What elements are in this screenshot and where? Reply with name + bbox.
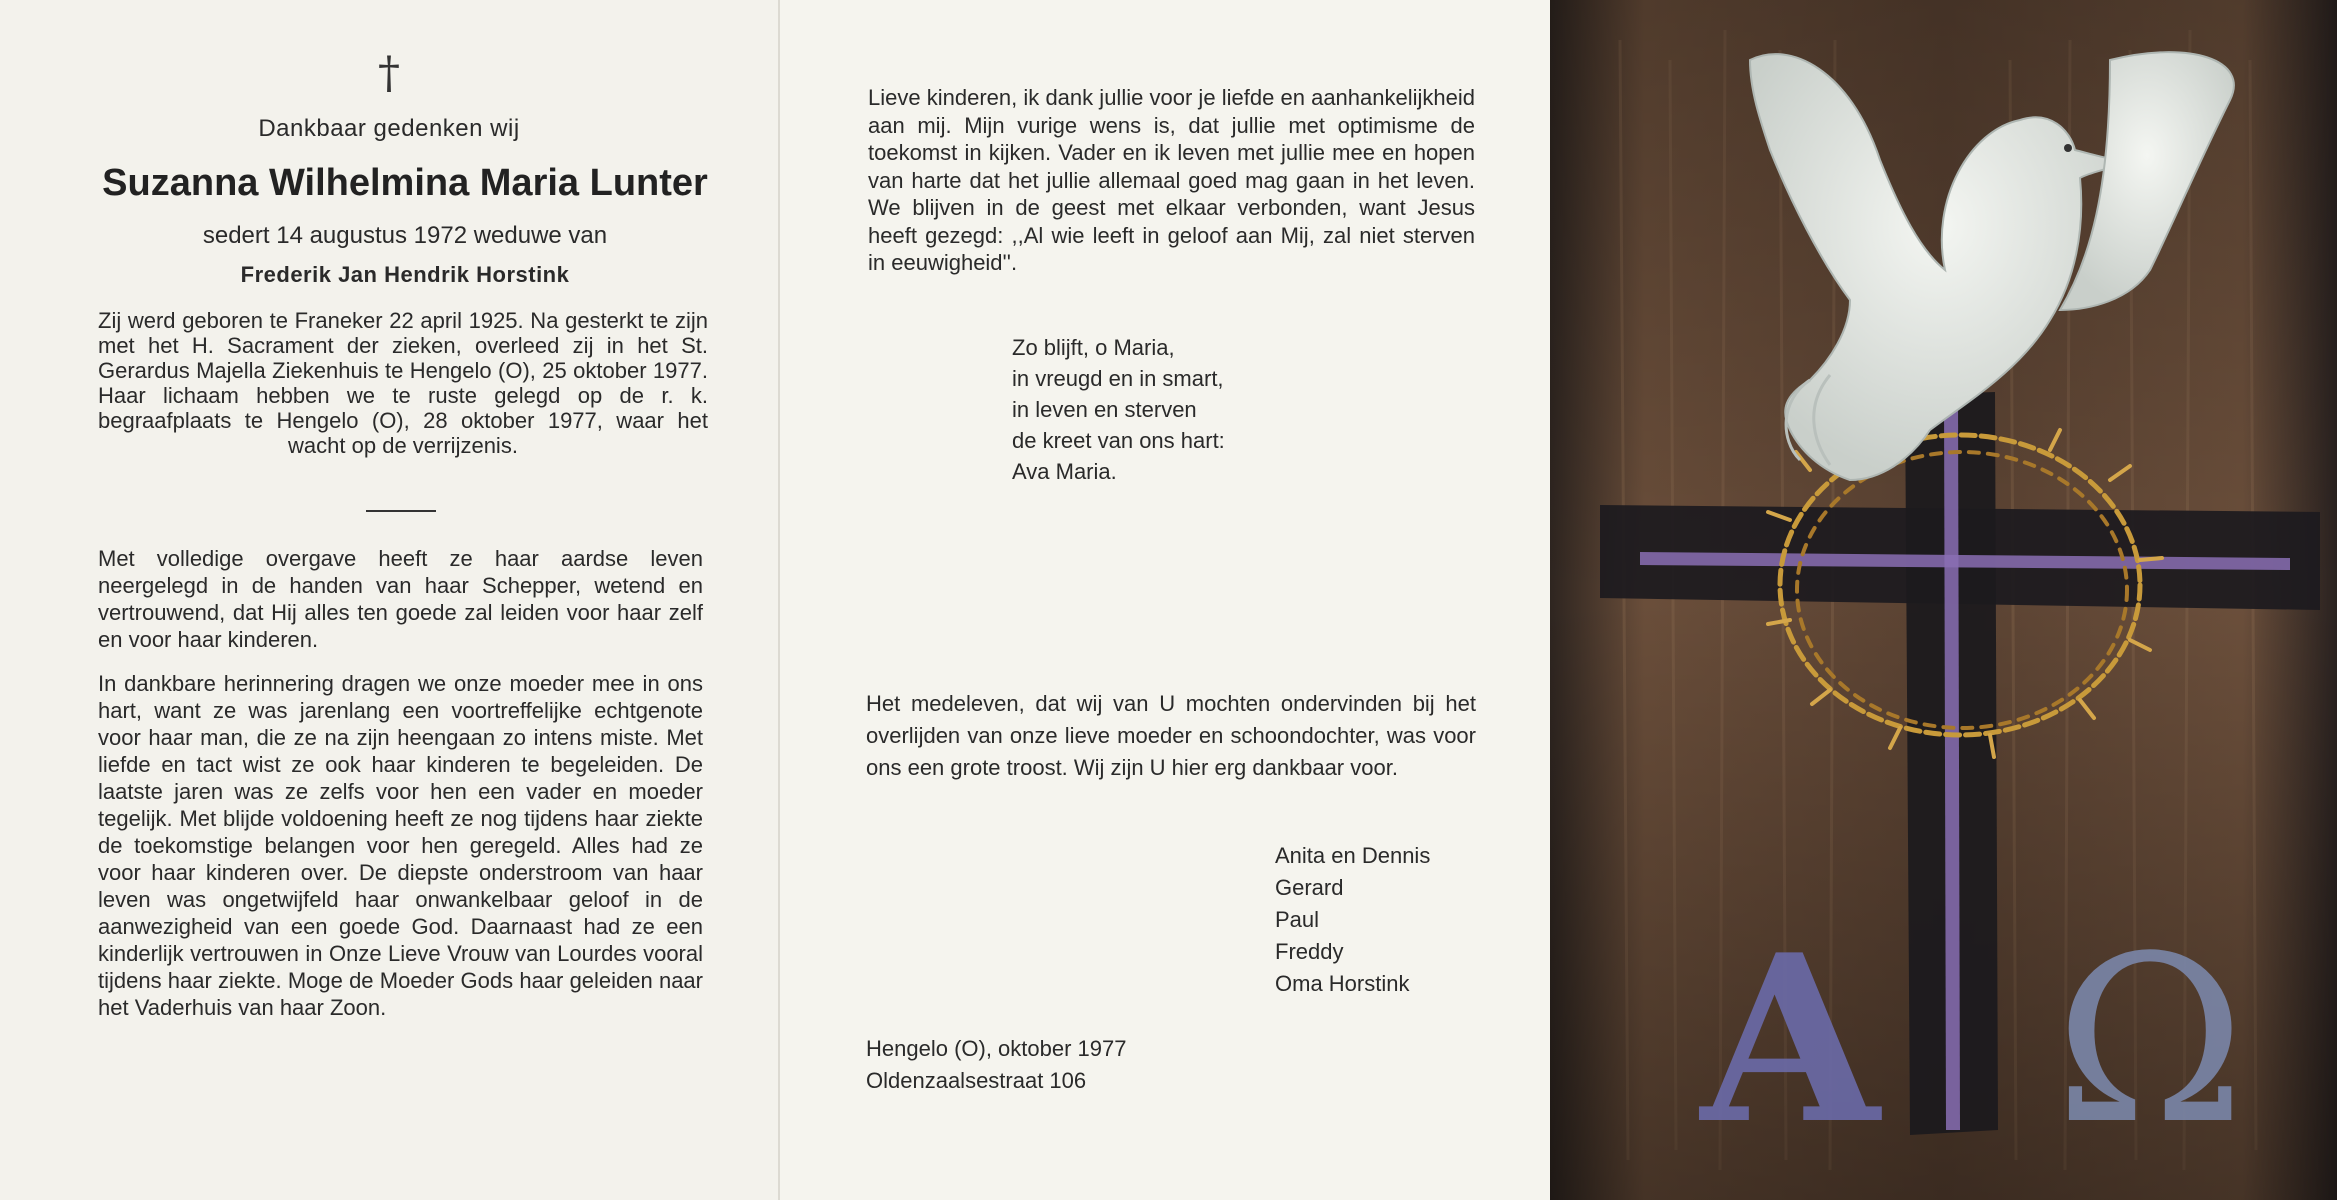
poem: [1012, 332, 1225, 487]
intro-text: Dankbaar gedenken wij: [258, 115, 520, 142]
letter-to-children: Lieve kinderen, ik dank jullie voor je liefde en aanhankelijkheid aan mij. Mijn vurige wens is, dat jullie met optimisme de toekomst in kijken. Vader en ik leven met jullie mee en hopen van harte dat het jullie allemaal goed mag gaan in het leven. We blijven in de geest met elkaar verbonden, want Jesus heeft gezegd: ,,Al wie leeft in geloof aan Mij, zal niet sterven in eeuwigheid''.: [868, 85, 1475, 275]
signature-name: Freddy: [1275, 939, 1344, 964]
deceased-name: Suzanna Wilhelmina Maria Lunter: [102, 162, 708, 204]
left-panel: [0, 0, 778, 1200]
place-and-address: [866, 1033, 1127, 1097]
divider-rule: [366, 510, 436, 512]
paragraph-remembrance: In dankbare herinnering dragen we onze moeder mee in ons hart, want ze was jarenlang een voortreffelijke echtgenote voor haar man, die ze na zijn heengaan zo intens miste. Met liefde en tact wist ze ook haar kinderen te begeleiden. De laatste jaren was ze zelfs voor hen een vader en moeder tegelijk. Met blijde voldoening heeft ze nog tijdens haar ziekte de toekomstige belangen voor hen geregeld. Alles had ze voor haar kinderen over. De diepste onderstroom van haar leven was ongetwijfeld haar onwankelbaar geloof in de aanwezigheid van een goede God. Daarnaast had ze een kinderlijk vertrouwen in Onze Lieve Vrouw van Lourdes vooral tijdens haar ziekte. Moge de Moeder Gods haar geleiden naar het Vaderhuis van haar Zoon.: [98, 671, 703, 1020]
place-date: Hengelo (O), oktober 1977: [866, 1036, 1127, 1061]
poem-line: de kreet van ons hart:: [1012, 428, 1225, 453]
religious-artwork: [1550, 0, 2337, 1200]
biography-text: Zij werd geboren te Franeker 22 april 1925. Na gesterkt te zijn met het H. Sacrament der zieken, overleed zij in het St. Gerardus Majella Ziekenhuis te Hengelo (O), 25 oktober 1977. Haar lichaam hebben we te ruste gelegd op de r. k. begraafplaats te Hengelo (O), 28 oktober 1977, waar het wacht op de verrijzenis.: [98, 308, 708, 458]
poem-line: Ava Maria.: [1012, 459, 1117, 484]
signature-name: Oma Horstink: [1275, 971, 1410, 996]
widow-line: sedert 14 augustus 1972 weduwe van: [202, 222, 608, 249]
alpha-letter: A: [1700, 905, 1880, 1175]
poem-line: Zo blijft, o Maria,: [1012, 335, 1175, 360]
street-address: Oldenzaalsestraat 106: [866, 1068, 1087, 1093]
artwork-panel: [1550, 0, 2337, 1200]
signature-name: Gerard: [1275, 875, 1344, 900]
poem-line: in vreugd en in smart,: [1012, 366, 1224, 391]
omega-letter: Ω: [2054, 908, 2246, 1175]
thanks-text: Het medeleven, dat wij van U mochten ondervinden bij het overlijden van onze lieve moeder en schoondochter, was voor ons een grote troost. Wij zijn U hier erg dankbaar voor.: [866, 691, 1476, 780]
paragraph-surrender: Met volledige overgave heeft ze haar aardse leven neergelegd in de handen van haar Schepper, wetend en vertrouwend, dat Hij alles ten goede zal leiden voor haar zelf en voor haar kinderen.: [98, 546, 703, 652]
cross-symbol: †: [378, 48, 400, 99]
husband-name: Frederik Jan Hendrik Horstink: [240, 262, 570, 287]
poem-line: in leven en sterven: [1012, 397, 1197, 422]
signatures: [1275, 840, 1430, 1000]
signature-name: Paul: [1275, 907, 1320, 932]
signature-name: Anita en Dennis: [1275, 843, 1431, 868]
